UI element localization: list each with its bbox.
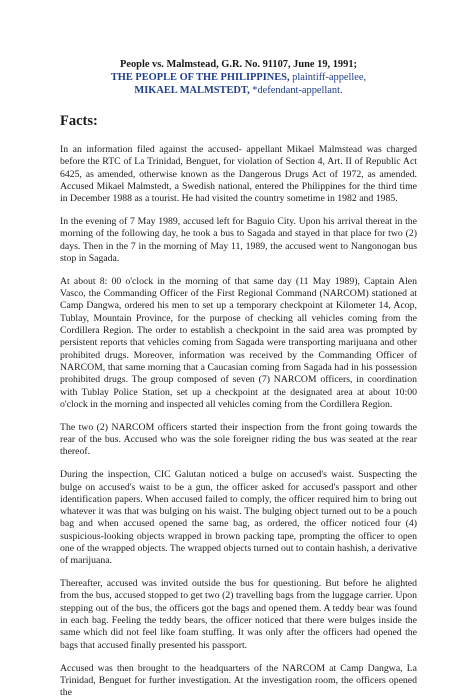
- plaintiff-line: [60, 71, 417, 84]
- defendant-name: MIKAEL MALMSTEDT,: [134, 85, 250, 96]
- paragraph-3: At about 8: 00 o'clock in the morning of that same day (11 May 1989), Captain Alen Vasco, the Commanding Officer of the First Regional Command (NARCOM) stationed at Camp Dangwa, ordered his men to set up a temporary checkpoint at Kilometer 14, Acop, Tublay, Mountain Province, for the purpose of checking all vehicles coming from the Cordillera Region. The order to establish a checkpoint in the said area was prompted by persistent reports that vehicles coming from Sagada were transporting marijuana and other prohibited drugs. Moreover, information was received by the Commanding Officer of NARCOM, that same morning that a Caucasian coming from Sagada had in his possession prohibited drugs. The group composed of seven (7) NARCOM officers, in coordination with Tublay Police Station, set up a checkpoint at the designated area at about 10:00 o'clock in the morning and inspected all vehicles coming from the Cordillera Region.: [60, 275, 417, 410]
- plaintiff-role: plaintiff-appellee,: [289, 72, 367, 83]
- paragraph-5: During the inspection, CIC Galutan noticed a bulge on accused's waist. Suspecting the bulge on accused's waist to be a gun, the officer asked for accused's passport and other identification papers. When accused failed to comply, the officer required him to bring out whatever it was that was bulging on his waist. The bulging object turned out to be a pouch bag and when accused opened the same bag, as ordered, the officer noticed four (4) suspicious-looking objects wrapped in brown packing tape, prompting the officer to open one of the wrapped objects. The wrapped objects turned out to contain hashish, a derivative of marijuana.: [60, 469, 417, 567]
- paragraph-7: Accused was then brought to the headquarters of the NARCOM at Camp Dangwa, La Trinidad, Benguet for further investigation. At the investigation room, the officers opened the: [60, 662, 417, 699]
- paragraph-4: The two (2) NARCOM officers started their inspection from the front going towards the rear of the bus. Accused who was the sole foreigner riding the bus was seated at the rear thereof.: [60, 421, 417, 458]
- paragraph-2: In the evening of 7 May 1989, accused left for Baguio City. Upon his arrival thereat in the morning of the following day, he took a bus to Sagada and stayed in that place for two (2) days. Then in the 7 in the morning of May 11, 1989, the accused went to Nangonogan bus stop in Sagada.: [60, 216, 417, 264]
- case-header: [60, 58, 417, 97]
- defendant-role: *defendant-appellant.: [249, 85, 343, 96]
- section-heading-facts: Facts:: [60, 113, 98, 129]
- paragraph-6: Thereafter, accused was invited outside the bus for questioning. But before he alighted from the bus, accused stopped to get two (2) travelling bags from the luggage carrier. Upon stepping out of the bus, the officers got the bags and opened them. A teddy bear was found in each bag. Feeling the teddy bears, the officer noticed that there were bulges inside the same which did not feel like foam stuffing. It was only after the officers had opened the bags that accused finally presented his passport.: [60, 578, 417, 651]
- defendant-line: [60, 84, 417, 97]
- plaintiff-name: THE PEOPLE OF THE PHILIPPINES,: [110, 72, 290, 83]
- paragraph-1: In an information filed against the accused- appellant Mikael Malmstead was charged before the RTC of La Trinidad, Benguet, for violation of Section 4, Art. II of Republic Act 6425, as amended, otherwise known as the Dangerous Drugs Act of 1972, as amended. Accused Mikael Malmstedt, a Swedish national, entered the Philippines for the third time in December 1988 as a tourist. He had visited the country sometime in 1982 and 1985.: [60, 144, 417, 205]
- case-title: People vs. Malmstead, G.R. No. 91107, June 19, 1991;: [120, 59, 357, 70]
